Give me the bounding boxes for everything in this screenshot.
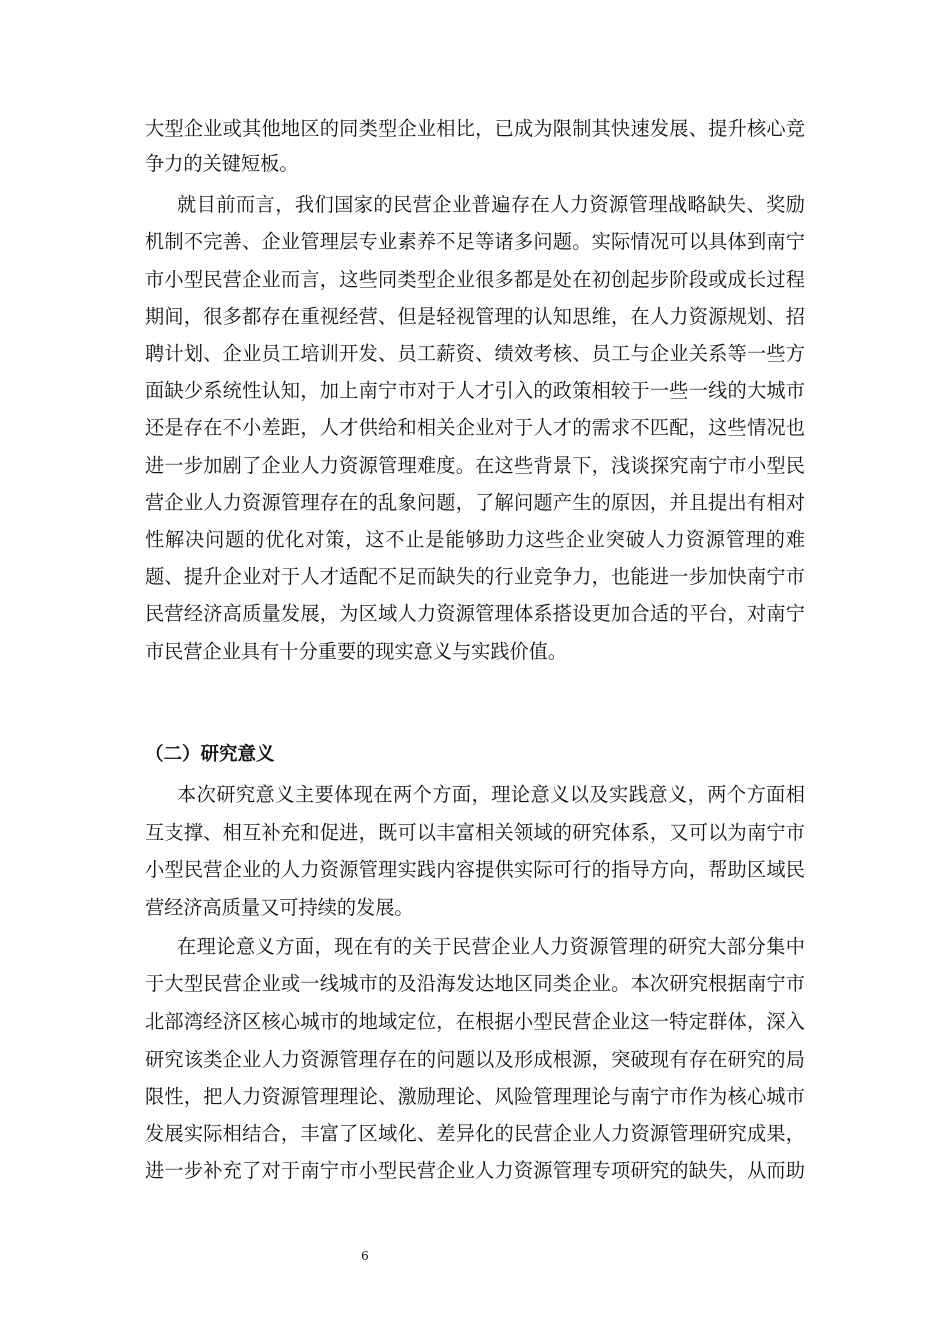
page-number: 6 (361, 1249, 369, 1263)
paragraph-line: 进一步加剧了企业人力资源管理难度。在这些背景下，浅谈探究南宁市小型民 (145, 454, 805, 477)
paragraph-line: 民营经济高质量发展，为区域人力资源管理体系搭设更加合适的平台，对南宁 (145, 602, 805, 625)
paragraph-line: 限性，把人力资源管理理论、激励理论、风险管理理论与南宁市作为核心城市 (145, 1085, 805, 1108)
section-heading: （二）研究意义 (145, 744, 275, 765)
paragraph-line: 研究该类企业人力资源管理存在的问题以及形成根源，突破现有存在研究的局 (145, 1048, 805, 1071)
paragraph-line: 面缺少系统性认知，加上南宁市对于人才引入的政策相较于一些一线的大城市 (145, 379, 805, 402)
paragraph-line: 就目前而言，我们国家的民营企业普遍存在人力资源管理战略缺失、奖励 (177, 193, 805, 216)
paragraph-line: 北部湾经济区核心城市的地域定位，在根据小型民营企业这一特定群体，深入 (145, 1010, 805, 1033)
paragraph-line: 进一步补充了对于南宁市小型民营企业人力资源管理专项研究的缺失，从而助 (145, 1159, 805, 1182)
paragraph-line: 期间，很多都存在重视经营、但是轻视管理的认知思维，在人力资源规划、招 (145, 305, 805, 328)
paragraph-line: 还是存在不小差距，人才供给和相关企业对于人才的需求不匹配，这些情况也 (145, 416, 805, 439)
paragraph-line: 小型民营企业的人力资源管理实践内容提供实际可行的指导方向，帮助区域民 (145, 858, 805, 881)
paragraph-line: 市民营企业具有十分重要的现实意义与实践价值。 (145, 640, 568, 663)
paragraph-line: 于大型民营企业或一线城市的及沿海发达地区同类企业。本次研究根据南宁市 (145, 972, 805, 995)
paragraph-line: 市小型民营企业而言，这些同类型企业很多都是处在初创起步阶段或成长过程 (145, 268, 805, 291)
paragraph-line: 聘计划、企业员工培训开发、员工薪资、绩效考核、员工与企业关系等一些方 (145, 342, 805, 365)
paragraph-line: 营经济高质量又可持续的发展。 (145, 896, 414, 919)
paragraph-line: 大型企业或其他地区的同类型企业相比，已成为限制其快速发展、提升核心竞 (145, 117, 805, 140)
paragraph-line: 本次研究意义主要体现在两个方面，理论意义以及实践意义，两个方面相 (177, 783, 805, 806)
paragraph-line: 性解决问题的优化对策，这不止是能够助力这些企业突破人力资源管理的难 (145, 528, 805, 551)
paragraph-line: 营企业人力资源管理存在的乱象问题，了解问题产生的原因，并且提出有相对 (145, 491, 805, 514)
paragraph-line: 互支撑、相互补充和促进，既可以丰富相关领域的研究体系，又可以为南宁市 (145, 821, 805, 844)
paragraph-line: 机制不完善、企业管理层专业素养不足等诸多问题。实际情况可以具体到南宁 (145, 230, 805, 253)
paragraph-line: 在理论意义方面，现在有的关于民营企业人力资源管理的研究大部分集中 (177, 935, 805, 958)
paragraph-line: 争力的关键短板。 (145, 152, 299, 175)
paragraph-line: 题、提升企业对于人才适配不足而缺失的行业竞争力，也能进一步加快南宁市 (145, 565, 805, 588)
paragraph-line: 发展实际相结合，丰富了区域化、差异化的民营企业人力资源管理研究成果， (145, 1122, 805, 1145)
